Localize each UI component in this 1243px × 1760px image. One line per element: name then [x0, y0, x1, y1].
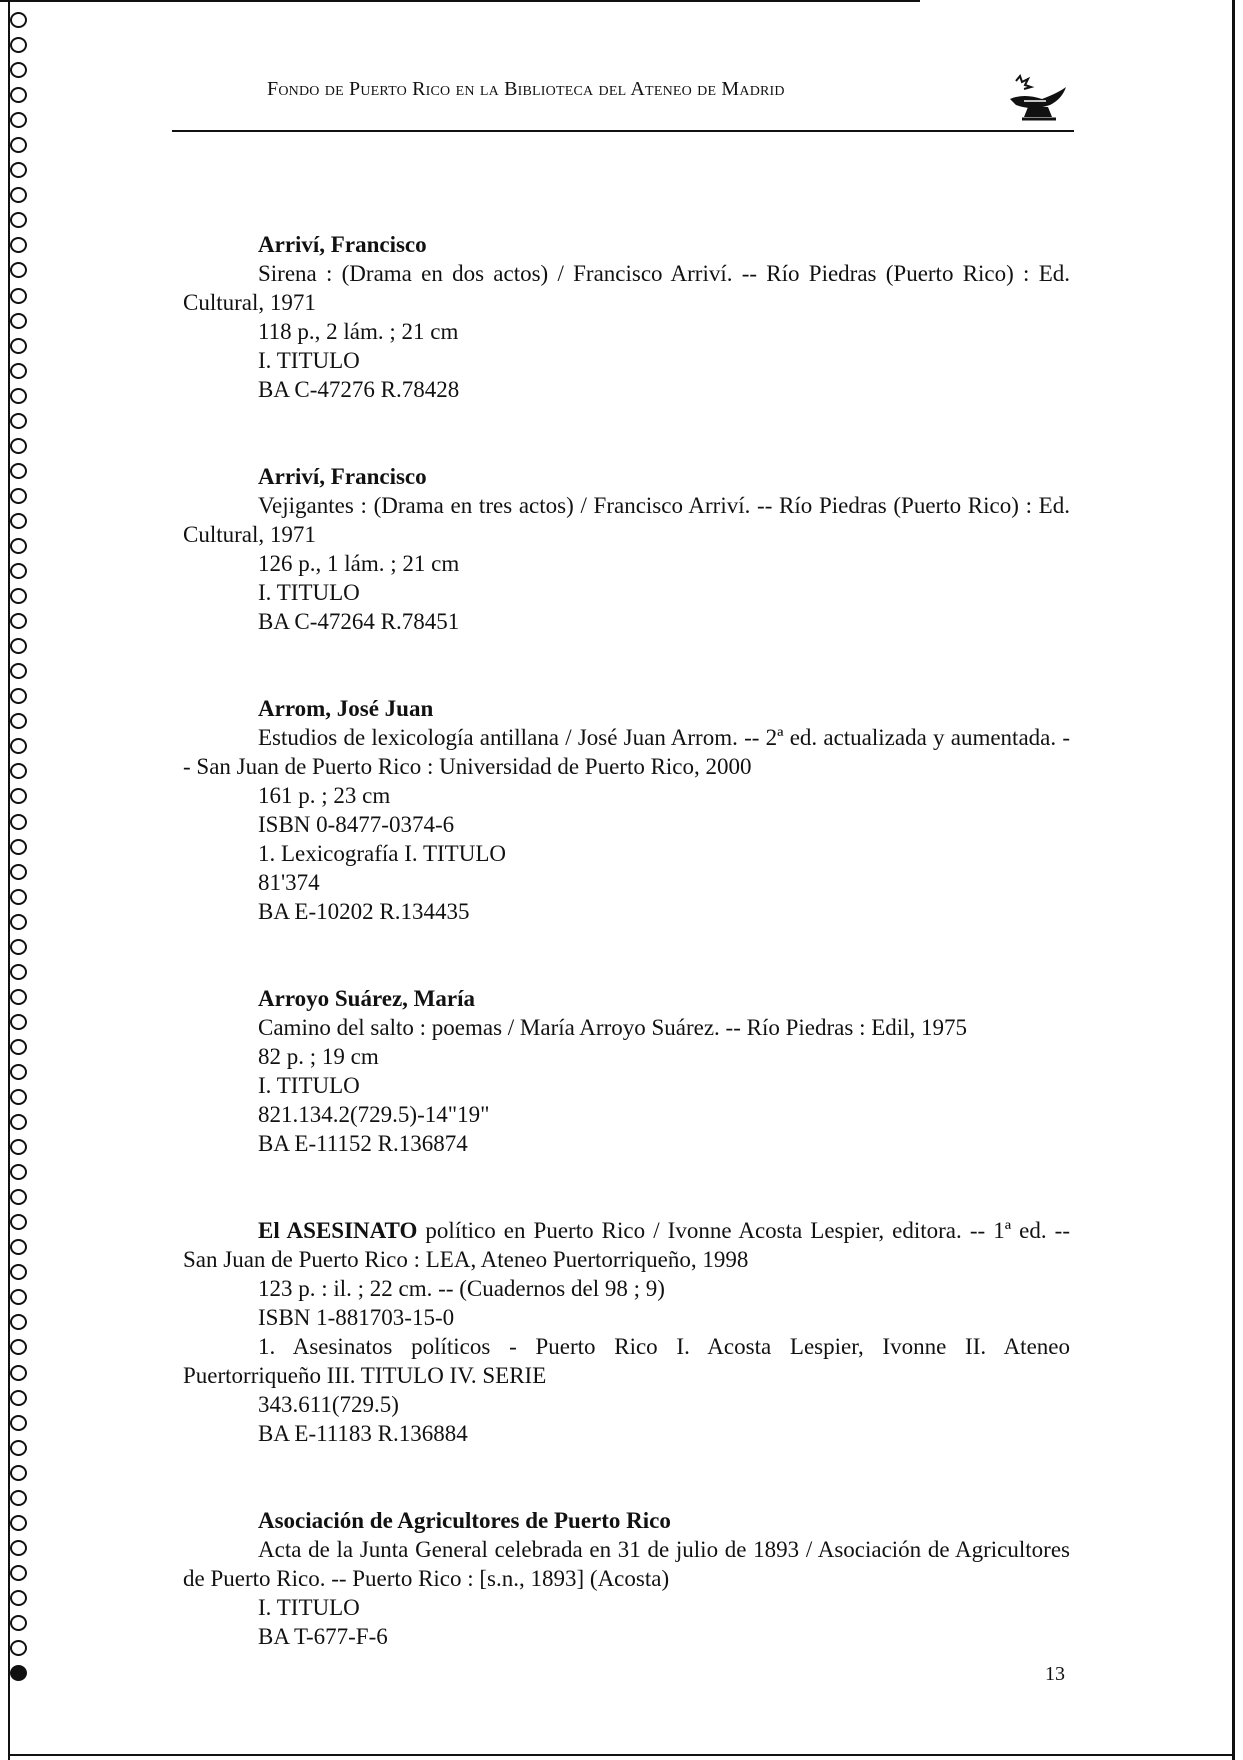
entry-subjects: 1. Asesinatos políticos - Puerto Rico I. Acosta Lespier, Ivonne II. Ateneo Puertorriqueño III. TITULO IV. SERIE	[183, 1334, 1070, 1388]
entry-line: ISBN 1-881703-15-0	[258, 1305, 455, 1330]
binder-hole	[10, 1014, 27, 1030]
binder-hole	[10, 1665, 27, 1681]
entry-line: ISBN 0-8477-0374-6	[258, 812, 455, 837]
catalog-entry	[183, 984, 1070, 1158]
binder-hole	[10, 713, 27, 729]
binder-hole	[10, 112, 27, 128]
entry-description: Acta de la Junta General celebrada en 31 de julio de 1893 / Asociación de Agricultores de Puerto Rico. -- Puerto Rico : [s.n., 1893] (Acosta)	[183, 1537, 1070, 1591]
binder-hole	[10, 162, 27, 178]
binder-hole	[10, 814, 27, 830]
entry-line: BA E-11183 R.136884	[258, 1421, 468, 1446]
binder-hole	[10, 1415, 27, 1431]
entry-line: BA C-47276 R.78428	[258, 377, 460, 402]
entry-line: 82 p. ; 19 cm	[258, 1044, 379, 1069]
page-header	[172, 78, 1074, 132]
binder-hole	[10, 1515, 27, 1531]
entry-line: 343.611(729.5)	[258, 1392, 399, 1417]
binder-hole	[10, 1540, 27, 1556]
binder-hole	[10, 1365, 27, 1381]
binder-hole	[10, 212, 27, 228]
lamp-emblem-icon	[1002, 73, 1072, 123]
entry-description: Vejigantes : (Drama en tres actos) / Francisco Arriví. -- Río Piedras (Puerto Rico) : Ed. Cultural, 1971	[183, 493, 1070, 547]
binder-hole	[10, 262, 27, 278]
binder-hole	[10, 12, 27, 28]
binder-hole	[10, 1189, 27, 1205]
entry-line: 123 p. : il. ; 22 cm. -- (Cuadernos del 98 ; 9)	[258, 1276, 665, 1301]
binder-hole	[10, 939, 27, 955]
entry-description	[183, 1216, 1070, 1274]
entry-description: Sirena : (Drama en dos actos) / Francisco Arriví. -- Río Piedras (Puerto Rico) : Ed. Cultural, 1971	[183, 261, 1070, 315]
binder-hole	[10, 1264, 27, 1280]
binder-hole	[10, 1465, 27, 1481]
binder-hole	[10, 513, 27, 529]
binder-hole	[10, 288, 27, 304]
binder-hole	[10, 613, 27, 629]
entry-line: 118 p., 2 lám. ; 21 cm	[258, 319, 459, 344]
page-number: 13	[1045, 1663, 1065, 1685]
binder-hole	[10, 338, 27, 354]
top-border	[0, 0, 920, 2]
binder-hole	[10, 738, 27, 754]
binder-holes	[10, 12, 36, 1690]
entry-heading: Arriví, Francisco	[258, 232, 427, 257]
right-border	[1232, 0, 1235, 1760]
binder-hole	[10, 864, 27, 880]
entry-heading: Arriví, Francisco	[258, 464, 427, 489]
entry-line: BA C-47264 R.78451	[258, 609, 460, 634]
binder-hole	[10, 1565, 27, 1581]
catalog-entries	[183, 230, 1070, 1709]
binder-hole	[10, 638, 27, 654]
binder-hole	[10, 1039, 27, 1055]
binder-hole	[10, 363, 27, 379]
binder-hole	[10, 1239, 27, 1255]
entry-line: BA T-677-F-6	[258, 1624, 388, 1649]
binder-hole	[10, 788, 27, 804]
binder-hole	[10, 588, 27, 604]
entry-line: 161 p. ; 23 cm	[258, 783, 391, 808]
entry-line: I. TITULO	[258, 1595, 360, 1620]
entry-heading: Asociación de Agricultores de Puerto Rico	[258, 1508, 671, 1533]
entry-line: Camino del salto : poemas / María Arroyo Suárez. -- Río Piedras : Edil, 1975	[258, 1015, 968, 1040]
catalog-entry	[183, 1216, 1070, 1448]
binder-hole	[10, 1139, 27, 1155]
binder-hole	[10, 1114, 27, 1130]
binder-hole	[10, 1089, 27, 1105]
entry-line: I. TITULO	[258, 348, 360, 373]
binder-hole	[10, 62, 27, 78]
entry-line: I. TITULO	[258, 1073, 360, 1098]
binder-hole	[10, 964, 27, 980]
entry-description: Estudios de lexicología antillana / José Juan Arrom. -- 2ª ed. actualizada y aumentada. -- San Juan de Puerto Rico : Universidad de Puerto Rico, 2000	[183, 725, 1070, 779]
binder-hole	[10, 1640, 27, 1656]
binder-hole	[10, 413, 27, 429]
binder-hole	[10, 889, 27, 905]
binder-hole	[10, 187, 27, 203]
binder-hole	[10, 1064, 27, 1080]
catalog-entry	[183, 1506, 1070, 1651]
catalog-entry	[183, 230, 1070, 404]
binder-hole	[10, 538, 27, 554]
binder-hole	[10, 313, 27, 329]
entry-line: 1. Lexicografía I. TITULO	[258, 841, 507, 866]
binder-hole	[10, 463, 27, 479]
binder-hole	[10, 37, 27, 53]
entry-description-text: político en Puerto Rico / Ivonne Acosta Lespier, editora. -- 1ª ed. -- San Juan de Puerto Rico : LEA, Ateneo Puertorriqueño, 1998	[183, 1218, 1070, 1272]
entry-line: I. TITULO	[258, 580, 360, 605]
entry-line: 126 p., 1 lám. ; 21 cm	[258, 551, 460, 576]
header-title: Fondo de Puerto Rico en la Biblioteca del Ateneo de Madrid	[267, 78, 785, 100]
binder-hole	[10, 1390, 27, 1406]
binder-hole	[10, 1615, 27, 1631]
binder-hole	[10, 1590, 27, 1606]
entry-line: 821.134.2(729.5)-14"19"	[258, 1102, 490, 1127]
entry-line: BA E-10202 R.134435	[258, 899, 470, 924]
binder-hole	[10, 1214, 27, 1230]
binder-hole	[10, 563, 27, 579]
binder-hole	[10, 663, 27, 679]
binder-hole	[10, 488, 27, 504]
catalog-entry	[183, 694, 1070, 926]
entry-heading: El ASESINATO	[258, 1218, 418, 1243]
binder-hole	[10, 1339, 27, 1355]
binder-hole	[10, 87, 27, 103]
binder-hole	[10, 137, 27, 153]
binder-hole	[10, 237, 27, 253]
entry-line: 81'374	[258, 870, 320, 895]
entry-heading: Arrom, José Juan	[258, 696, 434, 721]
binder-hole	[10, 438, 27, 454]
bottom-border	[8, 1754, 1235, 1756]
binder-hole	[10, 989, 27, 1005]
binder-hole	[10, 1440, 27, 1456]
binder-hole	[10, 1164, 27, 1180]
binder-hole	[10, 914, 27, 930]
binder-hole	[10, 688, 27, 704]
binder-hole	[10, 1289, 27, 1305]
binder-hole	[10, 1490, 27, 1506]
binder-hole	[10, 763, 27, 779]
catalog-entry	[183, 462, 1070, 636]
binder-hole	[10, 1314, 27, 1330]
entry-line: BA E-11152 R.136874	[258, 1131, 468, 1156]
entry-heading: Arroyo Suárez, María	[258, 986, 475, 1011]
binder-hole	[10, 388, 27, 404]
binder-hole	[10, 839, 27, 855]
